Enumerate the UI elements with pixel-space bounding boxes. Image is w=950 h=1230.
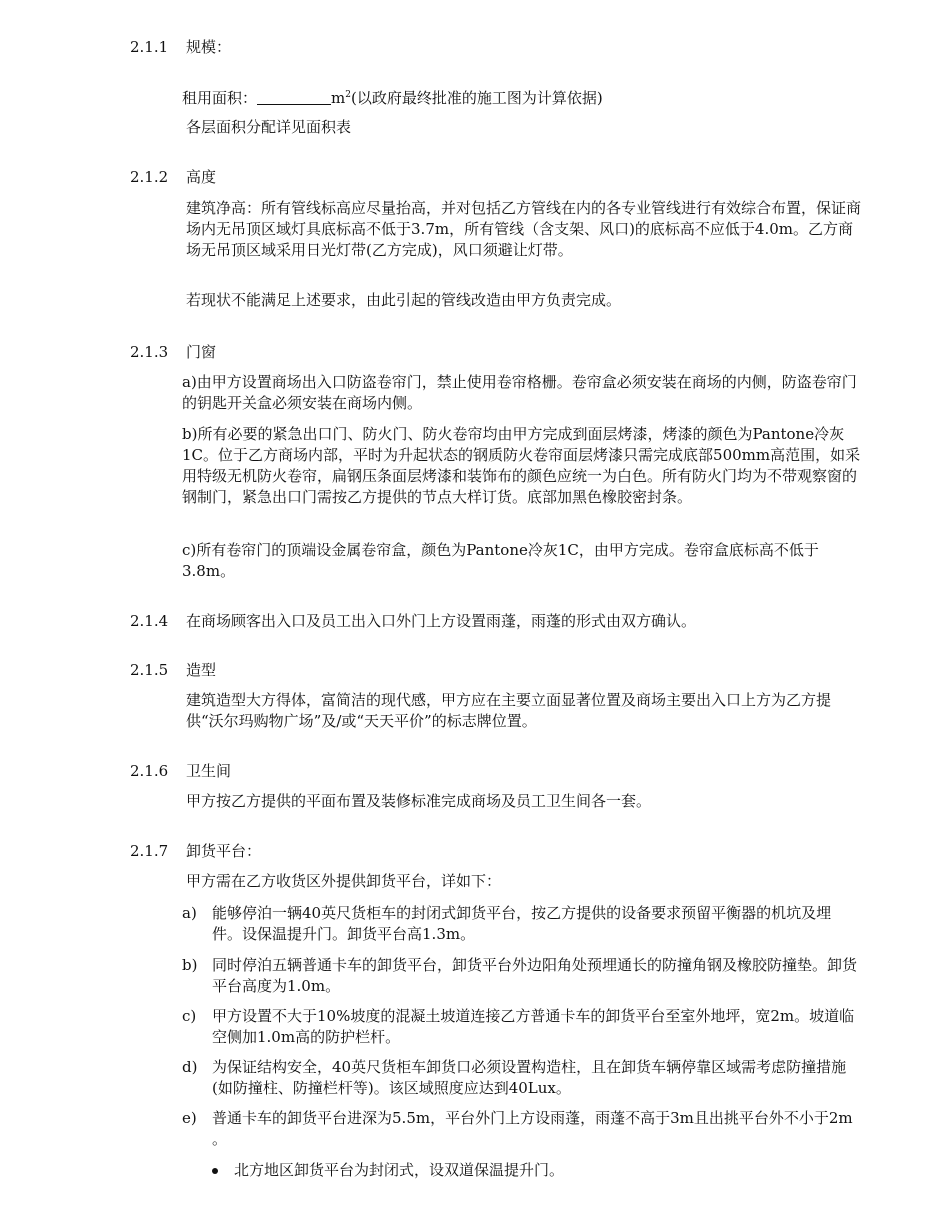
list-item (182, 1057, 872, 1099)
section-number: 2.1.5 (130, 661, 169, 679)
list-item-text: 普通卡车的卸货平台进深为5.5m，平台外门上方设雨蓬，雨蓬不高于3m且出挑平台外不小于2m 。 (212, 1109, 853, 1148)
section-title: 规模： (186, 38, 232, 56)
list-item (182, 1006, 872, 1048)
section-number: 2.1.7 (130, 842, 169, 860)
rental-area-line (182, 88, 872, 109)
section-title: 在商场顾客出入口及员工出入口外门上方设置雨蓬，雨蓬的形式由双方确认。 (186, 612, 697, 630)
section-number: 2.1.2 (130, 168, 169, 186)
list-item-text: 为保证结构安全，40英尺货柜车卸货口必须设置构造柱，且在卸货车辆停靠区域需考虑防撞措施(如防撞柱、防撞栏杆等)。该区域照度应达到40Lux。 (212, 1058, 847, 1097)
section-2-1-1-heading (130, 37, 231, 58)
section-title: 高度 (186, 168, 217, 186)
section-number: 2.1.4 (130, 612, 169, 630)
rental-area-note: (以政府最终批准的施工图为计算依据) (350, 89, 603, 107)
section-2-1-7-intro (186, 871, 876, 892)
paragraph-text: 建筑净高：所有管线标高应尽量抬高，并对包括乙方管线在内的各专业管线进行有效综合布置，保证商场内无吊顶区域灯具底标高不低于3.7m，所有管线（含支架、风口)的底标高不应低于4.0m。乙方商场无吊顶区域采用日光灯带(乙方完成)，风口须避让灯带。 (186, 199, 862, 259)
list-item-label: d) (182, 1058, 198, 1076)
area-allocation-line (186, 117, 876, 138)
section-number: 2.1.1 (130, 38, 169, 56)
section-number: 2.1.3 (130, 343, 169, 361)
rental-area-blank (257, 90, 331, 105)
paragraph-text: 建筑造型大方得体，富简洁的现代感，甲方应在主要立面显著位置及商场主要出入口上方为乙方提供“沃尔玛购物广场”及/或“天天平价”的标志牌位置。 (186, 691, 832, 730)
section-2-1-6-paragraph (186, 791, 876, 812)
list-item (182, 955, 872, 997)
section-2-1-2-paragraph-1 (186, 198, 866, 261)
section-title: 卸货平台： (186, 842, 262, 860)
section-2-1-3-heading (130, 342, 216, 363)
section-2-1-3-item-b (182, 424, 862, 508)
section-2-1-7-heading (130, 841, 261, 862)
section-2-1-4-heading (130, 611, 696, 632)
section-2-1-5-heading (130, 660, 216, 681)
rental-area-unit: m (331, 89, 346, 107)
section-title: 造型 (186, 661, 217, 679)
section-title: 卫生间 (186, 762, 232, 780)
list-item (182, 903, 872, 945)
section-2-1-5-paragraph (186, 690, 866, 732)
bullet-item (212, 1160, 872, 1181)
bullet-icon (212, 1168, 218, 1174)
section-number: 2.1.6 (130, 762, 169, 780)
paragraph-text: 甲方按乙方提供的平面布置及装修标准完成商场及员工卫生间各一套。 (186, 792, 652, 810)
section-2-1-6-heading (130, 761, 231, 782)
list-item-label: e) (182, 1109, 197, 1127)
list-item-label: c) (182, 1007, 197, 1025)
section-2-1-3-item-a (182, 372, 862, 414)
list-item-label: a) (182, 904, 197, 922)
paragraph-text: c)所有卷帘门的顶端设金属卷帘盒，颜色为Pantone冷灰1C，由甲方完成。卷帘盒底标高不低于3.8m。 (182, 541, 819, 580)
area-allocation-text: 各层面积分配详见面积表 (186, 118, 352, 136)
paragraph-text: 若现状不能满足上述要求，由此引起的管线改造由甲方负责完成。 (186, 291, 622, 309)
rental-area-label: 租用面积： (182, 89, 258, 107)
list-item-text: 能够停泊一辆40英尺货柜车的封闭式卸货平台，按乙方提供的设备要求预留平衡器的机坑及埋件。设保温提升门。卸货平台高1.3m。 (212, 904, 832, 943)
paragraph-text: b)所有必要的紧急出口门、防火门、防火卷帘均由甲方完成到面层烤漆，烤漆的颜色为Pantone冷灰1C。位于乙方商场内部，平时为升起状态的钢质防火卷帘面层烤漆只需完成底部500mm高范围，如采用特级无机防火卷帘，扁钢压条面层烤漆和装饰布的颜色应统一为白色。所有防火门均为不带观察窗的钢制门，紧急出口门需按乙方提供的节点大样订货。底部加黑色橡胶密封条。 (182, 425, 861, 506)
paragraph-text: 甲方需在乙方收货区外提供卸货平台，详如下： (186, 872, 502, 890)
list-item-label: b) (182, 956, 198, 974)
paragraph-text: a)由甲方设置商场出入口防盗卷帘门，禁止使用卷帘格栅。卷帘盒必须安装在商场的内侧，防盗卷帘门的钥匙开关盒必须安装在商场内侧。 (182, 373, 857, 412)
section-2-1-3-item-c (182, 540, 862, 582)
section-2-1-2-paragraph-2 (186, 290, 876, 311)
list-item (182, 1108, 872, 1150)
bullet-text: 北方地区卸货平台为封闭式，设双道保温提升门。 (234, 1161, 565, 1179)
section-2-1-2-heading (130, 167, 216, 188)
section-title: 门窗 (186, 343, 217, 361)
list-item-text: 同时停泊五辆普通卡车的卸货平台，卸货平台外边阳角处预埋通长的防撞角钢及橡胶防撞垫。卸货平台高度为1.0m。 (212, 956, 858, 995)
list-item-text: 甲方设置不大于10%坡度的混凝土坡道连接乙方普通卡车的卸货平台至室外地坪，宽2m。坡道临空侧加1.0m高的防护栏杆。 (212, 1007, 855, 1046)
rental-area-unit-sup: 2 (345, 90, 351, 100)
